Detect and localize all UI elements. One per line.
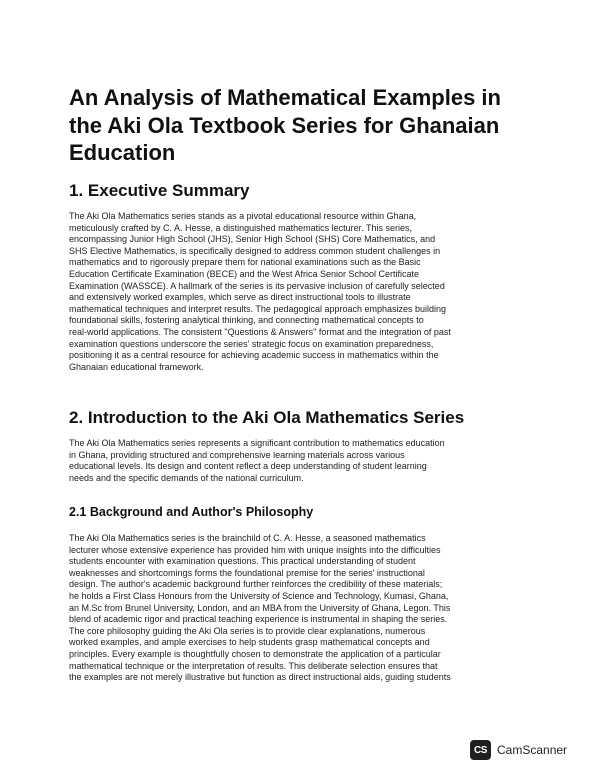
subsection-heading-background: 2.1 Background and Author's Philosophy — [69, 505, 314, 519]
subsection-body-background: The Aki Ola Mathematics series is the brainchild of C. A. Hesse, a seasoned mathematics lecturer whose extensive experience has provided him with unique insights into the difficulties students encounter with examination questions. This practical understanding of student weaknesses and shortcomings forms the foundational premise for the series' instructional design. The author's academic background further reinforces the credibility of these materials; he holds a First Class Honours from the University of Science and Technology, Kumasi, Ghana, an M.Sc from Brunel University, London, and an MBA from the University of Ghana, Legon. This blend of academic rigor and practical teaching experience is instrumental in shaping the series. The core philosophy guiding the Aki Ola series is to provide clear explanations, numerous worked examples, and ample exercises to help students grasp mathematical concepts and principles. Every example is thoughtfully chosen to demonstrate the application of a particular mathematical technique or the interpretation of results. This deliberate selection ensures that the examples are not merely illustrative but function as direct instructional aids, guiding students — [69, 533, 451, 683]
section-heading-executive-summary: 1. Executive Summary — [69, 181, 250, 200]
section-body-introduction: The Aki Ola Mathematics series represents a significant contribution to mathematics education in Ghana, providing structured and comprehensive learning materials across various educational levels. Its design and content reflect a deep understanding of student learning needs and the specific demands of the national curriculum. — [69, 438, 445, 483]
section-heading-introduction: 2. Introduction to the Aki Ola Mathematics Series — [69, 408, 465, 427]
camscanner-brand-text: CamScanner — [497, 743, 568, 757]
camscanner-logo-icon: CS — [470, 740, 491, 760]
section-body-executive-summary: The Aki Ola Mathematics series stands as a pivotal educational resource within Ghana, meticulously crafted by C. A. Hesse, a distinguished mathematics lecturer. This series, encompassing Junior High School (JHS), Senior High School (SHS) Core Mathematics, and SHS Elective Mathematics, is specifically designed to address common student challenges in mathematics and to rigorously prepare them for national examinations such as the Basic Education Certificate Examination (BECE) and the West Africa Senior School Certificate Examination (WASSCE). A hallmark of the series is its pervasive inclusion of carefully selected and extensively worked examples, which serve as direct instructional tools to illustrate mathematical techniques and interpret results. The pedagogical approach emphasizes building foundational skills, fostering analytical thinking, and connecting mathematical concepts to real-world applications. The consistent "Questions & Answers" format and the integration of past examination questions underscore the series' strategic focus on examination preparedness, positioning it as a central resource for achieving academic success in mathematics within the Ghanaian educational framework. — [69, 211, 451, 372]
document-title: An Analysis of Mathematical Examples in the Aki Ola Textbook Series for Ghanaian Education — [69, 85, 501, 165]
camscanner-watermark — [470, 739, 582, 761]
